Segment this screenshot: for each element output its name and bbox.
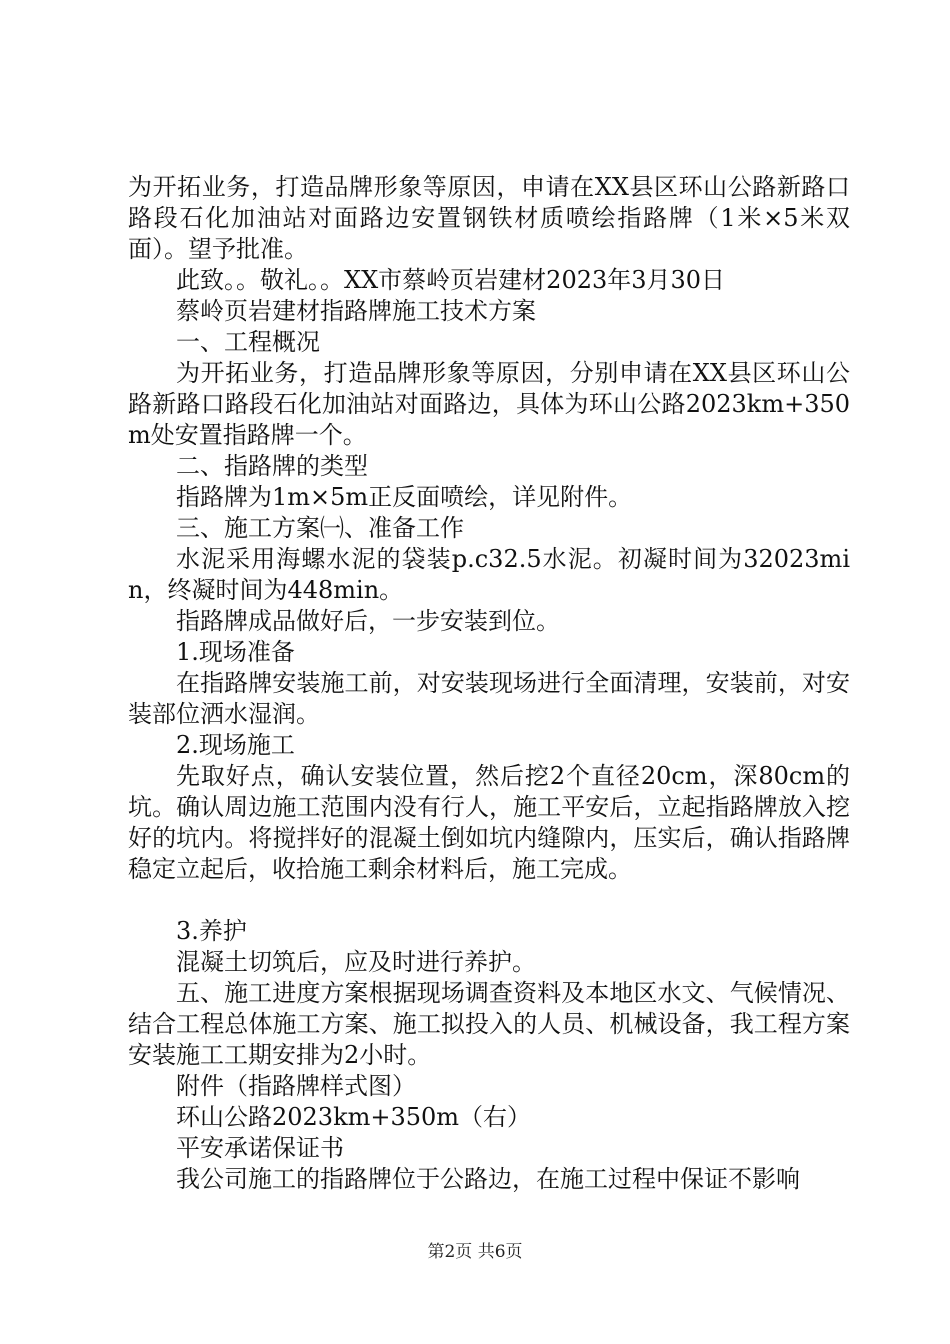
heading-safety-pledge: 平安承诺保证书 <box>176 1134 344 1162</box>
paragraph-install: 指路牌成品做好后，一步安装到位。 <box>176 607 560 635</box>
paragraph-attachment: 附件（指路牌样式图） <box>176 1072 416 1100</box>
paragraph-sign-type: 指路牌为1m×5m正反面喷绘，详见附件。 <box>176 483 633 511</box>
paragraph-application: 为开拓业务，打造品牌形象等原因，申请在XX县区环山公路新路口路段石化加油站对面路边安置钢铁材质喷绘指路牌（1米×5米双面）。望予批准。 <box>128 173 850 263</box>
heading-overview: 一、工程概况 <box>176 328 320 356</box>
paragraph-site-preparation: 在指路牌安装施工前，对安装现场进行全面清理，安装前，对安装部位洒水湿润。 <box>128 669 850 728</box>
heading-site-construction: 2.现场施工 <box>176 731 295 759</box>
heading-sign-type: 二、指路牌的类型 <box>176 452 368 480</box>
document-body <box>128 172 850 1195</box>
paragraph-site-construction: 先取好点，确认安装位置，然后挖2个直径20cm，深80cm的坑。确认周边施工范围内没有行人，施工平安后，立起指路牌放入挖好的坑内。将搅拌好的混凝土倒如坑内缝隙内，压实后，确认指路牌稳定立起后，收拾施工剩余材料后，施工完成。 <box>128 762 850 883</box>
paragraph-location: 环山公路2023km+350m（右） <box>176 1103 532 1131</box>
paragraph-maintenance: 混凝土切筑后，应及时进行养护。 <box>176 948 536 976</box>
section-title: 蔡岭页岩建材指路牌施工技术方案 <box>176 297 536 325</box>
paragraph-cement: 水泥采用海螺水泥的袋装p.c32.5水泥。初凝时间为32023min，终凝时间为448min。 <box>128 545 850 604</box>
heading-site-preparation: 1.现场准备 <box>176 638 295 666</box>
heading-maintenance: 3.养护 <box>176 917 247 945</box>
paragraph-overview: 为开拓业务，打造品牌形象等原因，分别申请在XX县区环山公路新路口路段石化加油站对面路边，具体为环山公路2023km+350m处安置指路牌一个。 <box>128 359 850 449</box>
paragraph-spacer <box>128 885 850 916</box>
paragraph-schedule: 五、施工进度方案根据现场调查资料及本地区水文、气候情况、结合工程总体施工方案、施工拟投入的人员、机械设备，我工程方案安装施工工期安排为2小时。 <box>128 979 850 1069</box>
heading-construction-plan: 三、施工方案㈠、准备工作 <box>176 514 464 542</box>
page-number: 第2页 共6页 <box>427 1242 523 1262</box>
paragraph-safety-pledge: 我公司施工的指路牌位于公路边，在施工过程中保证不影响 <box>176 1165 800 1193</box>
paragraph-closing: 此致。。敬礼。。XX市蔡岭页岩建材2023年3月30日 <box>176 266 726 294</box>
